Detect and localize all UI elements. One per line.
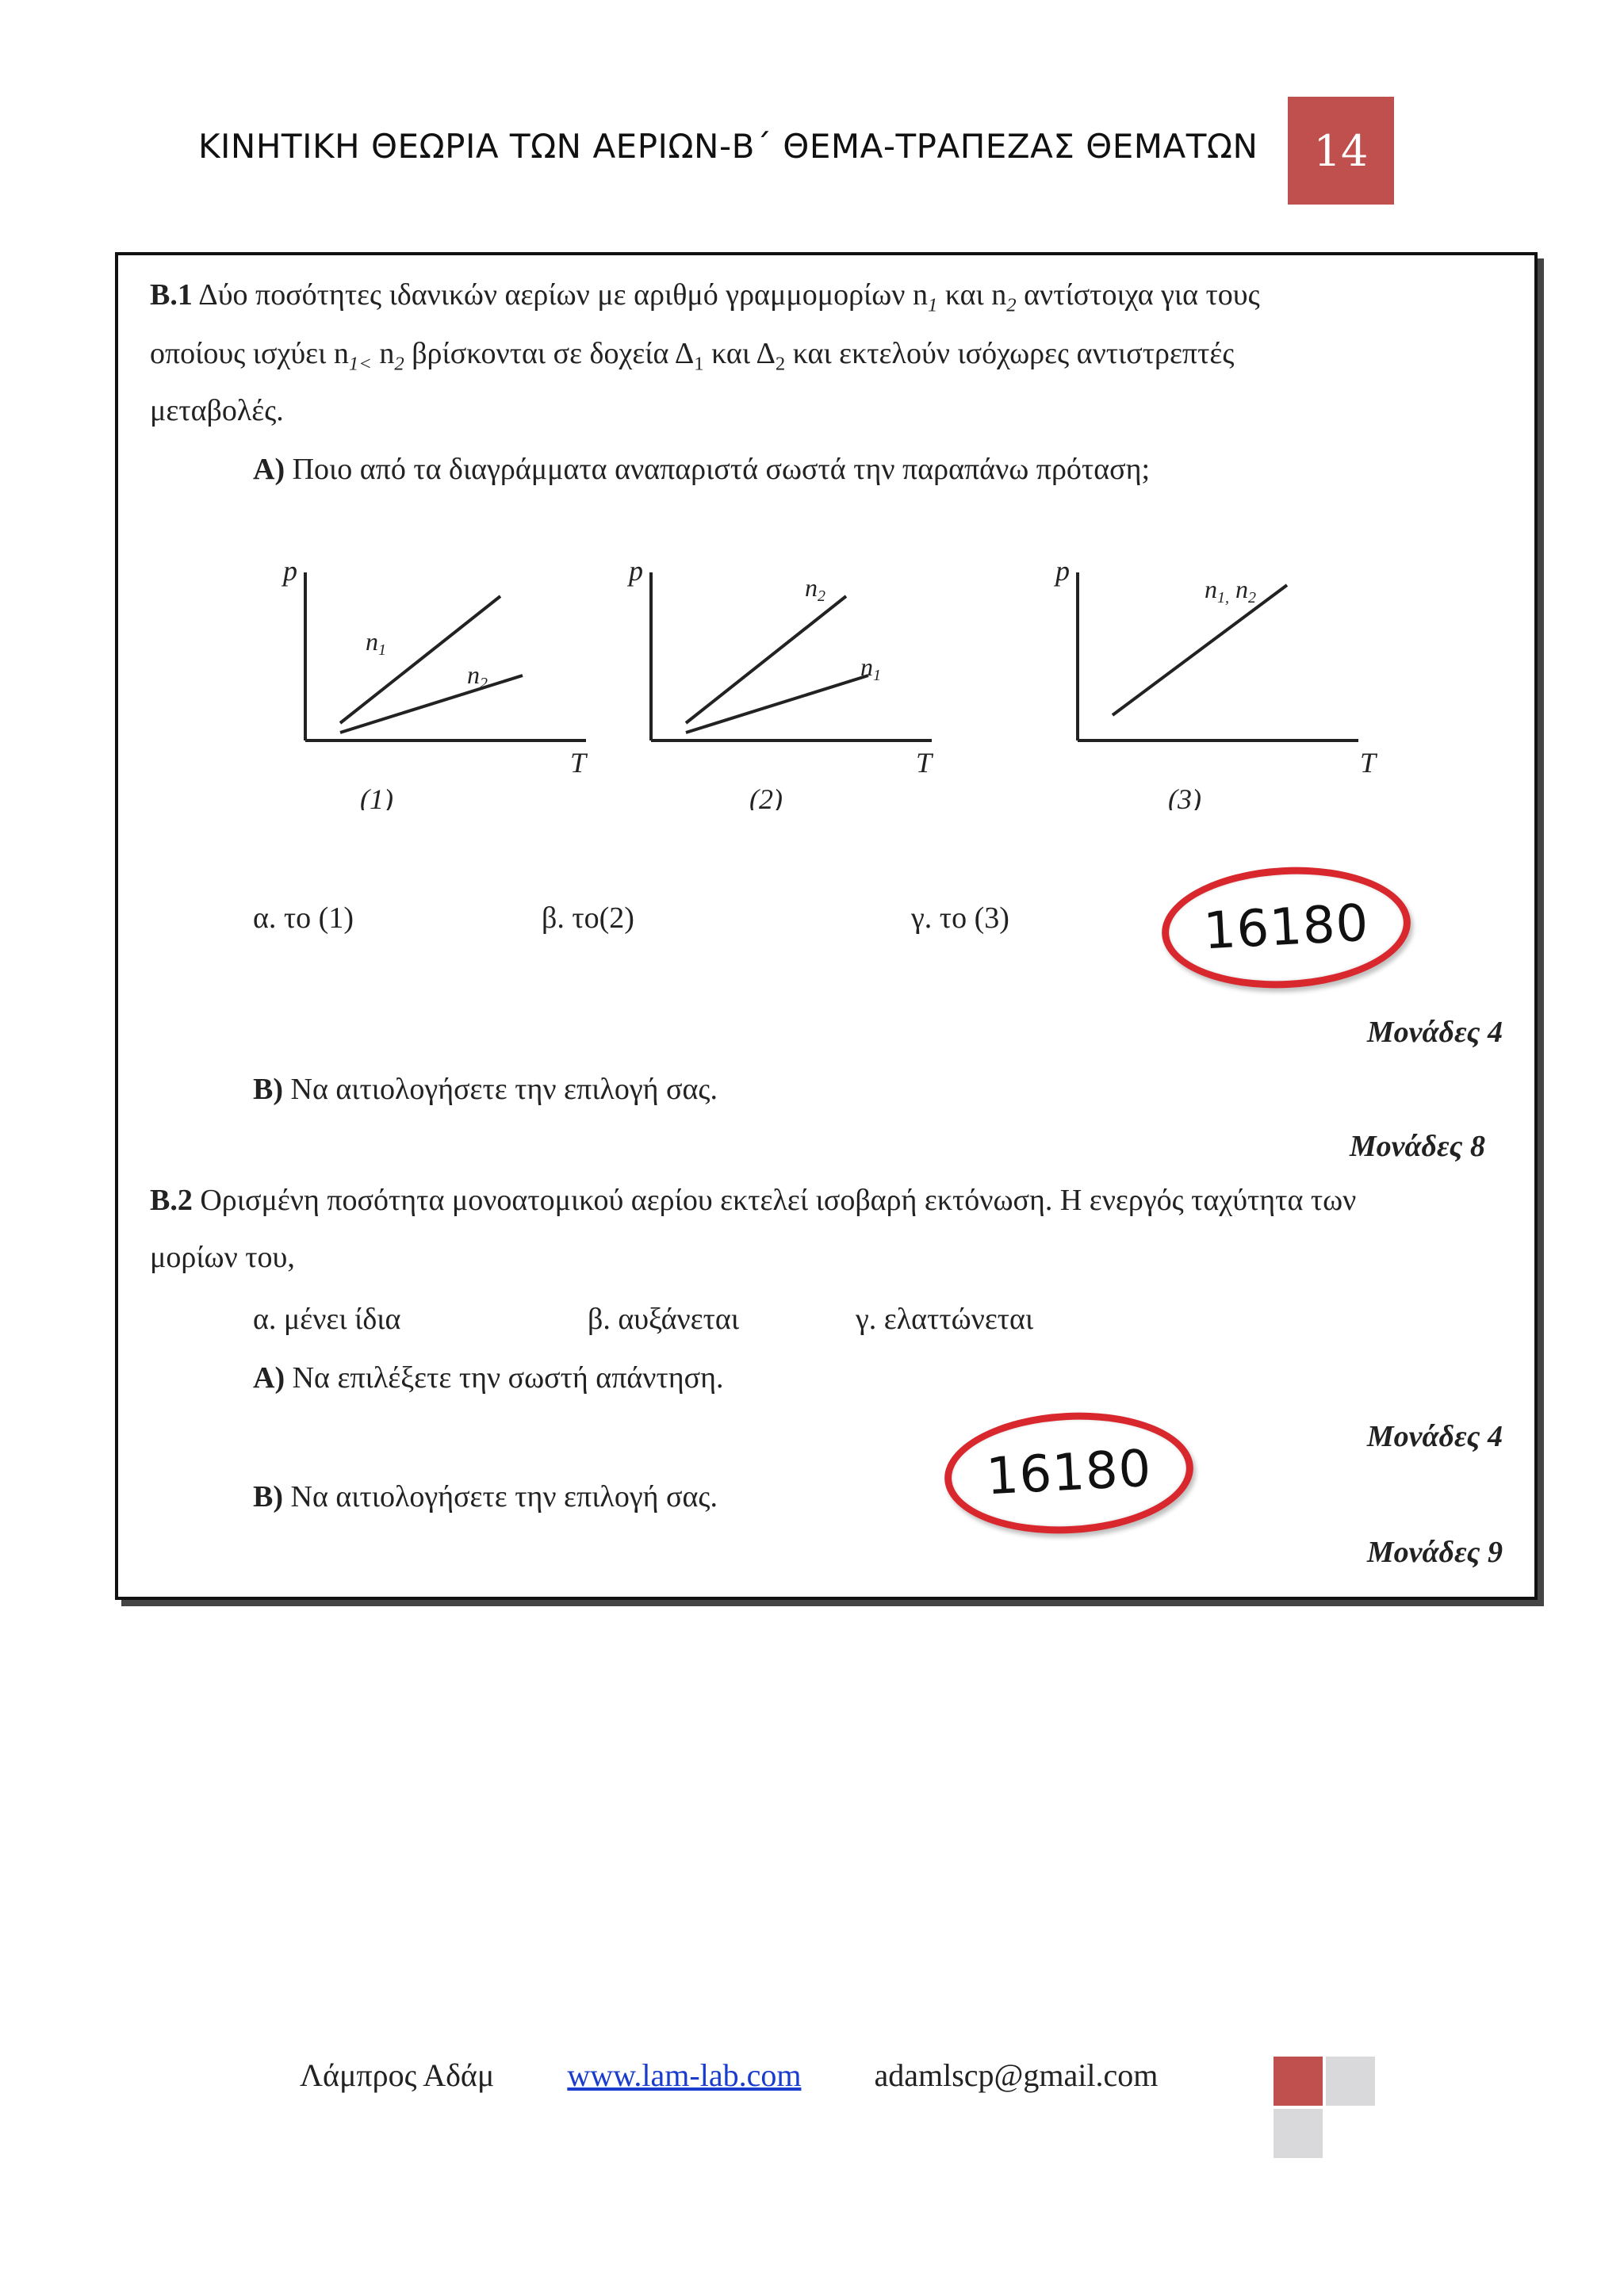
b2-question-a: Α) Να επιλέξετε την σωστή απάντηση. bbox=[253, 1361, 724, 1395]
page-number-badge: 14 bbox=[1288, 97, 1394, 205]
graph-1-line-lower bbox=[340, 675, 523, 733]
graph-2-line-upper bbox=[686, 596, 846, 723]
footer-square-gray-2 bbox=[1274, 2109, 1323, 2158]
b1-points-a: Μονάδες 4 bbox=[1366, 1016, 1503, 1049]
footer-website-link[interactable]: www.lam-lab.com bbox=[567, 2057, 802, 2093]
graph-1-lower-label: n2 bbox=[467, 660, 488, 692]
graph-3-caption: (3) bbox=[1168, 783, 1201, 810]
graph-1-caption: (1) bbox=[360, 783, 393, 810]
b2-question-b: Β) Να αιτιολογήσετε την επιλογή σας. bbox=[253, 1480, 718, 1513]
b1-line2: οποίους ισχύει $n_{1<}$ $n_2$ βρίσκονται σε δοχεία $\Delta_1$ και $\Delta_2$ και εκτελούν ισόχωρες αντιστρεπτές bbox=[150, 337, 1235, 375]
graph-2-line-lower bbox=[686, 675, 868, 733]
b2-line1: Β.2 Ορισμένη ποσότητα μονοατομικού αερίου εκτελεί ισοβαρή εκτόνωση. Η ενεργός ταχύτητα των bbox=[150, 1184, 1357, 1217]
b2-points-b: Μονάδες 9 bbox=[1366, 1536, 1503, 1569]
graph-2 bbox=[622, 557, 940, 814]
graph-3 bbox=[1049, 557, 1382, 814]
graph-2-lower-label: n1 bbox=[860, 652, 881, 684]
b1-question-a: Α) Ποιο από τα διαγράμματα αναπαριστά σωστά την παραπάνω πρόταση; bbox=[253, 453, 1151, 486]
b1-question-b: Β) Να αιτιολογήσετε την επιλογή σας. bbox=[253, 1073, 718, 1106]
b1-line3: μεταβολές. bbox=[150, 394, 284, 427]
graph-3-line-label: n1, n2 bbox=[1205, 575, 1256, 607]
graph-2-upper-label: n2 bbox=[805, 573, 825, 605]
code-stamp-1: 16180 bbox=[1159, 861, 1414, 994]
code-stamp-2: 16180 bbox=[941, 1406, 1197, 1540]
graph-2-y-label: p bbox=[629, 557, 643, 587]
b1-line1: Β.1 Δύο ποσότητες ιδανικών αερίων με αριθμό γραμμομορίων $n_1$ και $n_2$ αντίστοιχα για τους bbox=[150, 278, 1260, 316]
footer-email: adamlscp@gmail.com bbox=[874, 2057, 1159, 2093]
graph-3-y-label: p bbox=[1055, 557, 1070, 587]
b1-option-c: γ. το (3) bbox=[911, 901, 1009, 935]
page-header-title: ΚΙΝΗΤΙΚΗ ΘΕΩΡΙΑ ΤΩΝ ΑΕΡΙΩΝ-Β΄ ΘΕΜΑ-ΤΡΑΠΕΖΑΣ ΘΕΜΑΤΩΝ bbox=[198, 127, 1258, 166]
graph-1-line-upper bbox=[340, 596, 500, 723]
b2-label: Β.2 bbox=[150, 1184, 193, 1217]
b2-line2: μορίων του, bbox=[150, 1241, 295, 1274]
graph-2-caption: (2) bbox=[749, 783, 783, 810]
graph-1-x-label: T bbox=[570, 747, 587, 779]
graph-2-x-label: T bbox=[916, 747, 933, 779]
b1-option-a: α. το (1) bbox=[253, 901, 354, 935]
b2-points-a: Μονάδες 4 bbox=[1366, 1420, 1503, 1453]
b1-points-b: Μονάδες 8 bbox=[1349, 1130, 1485, 1163]
b2-option-c: γ. ελαττώνεται bbox=[856, 1303, 1034, 1336]
graph-3-x-label: T bbox=[1360, 747, 1377, 779]
graph-1-y-label: p bbox=[283, 557, 297, 587]
b2-option-b: β. αυξάνεται bbox=[588, 1303, 740, 1336]
b1-label: Β.1 bbox=[150, 278, 193, 312]
footer-square-gray-1 bbox=[1326, 2057, 1375, 2106]
b1-option-b: β. το(2) bbox=[542, 901, 634, 935]
exercise-box bbox=[115, 252, 1538, 1600]
footer bbox=[300, 2057, 1158, 2094]
graph-3-line bbox=[1113, 585, 1287, 715]
b2-option-a: α. μένει ίδια bbox=[253, 1303, 401, 1336]
footer-author: Λάμπρος Αδάμ bbox=[300, 2057, 495, 2093]
footer-square-red bbox=[1274, 2057, 1323, 2106]
graph-1-upper-label: n1 bbox=[366, 627, 386, 659]
graph-1 bbox=[277, 557, 594, 814]
